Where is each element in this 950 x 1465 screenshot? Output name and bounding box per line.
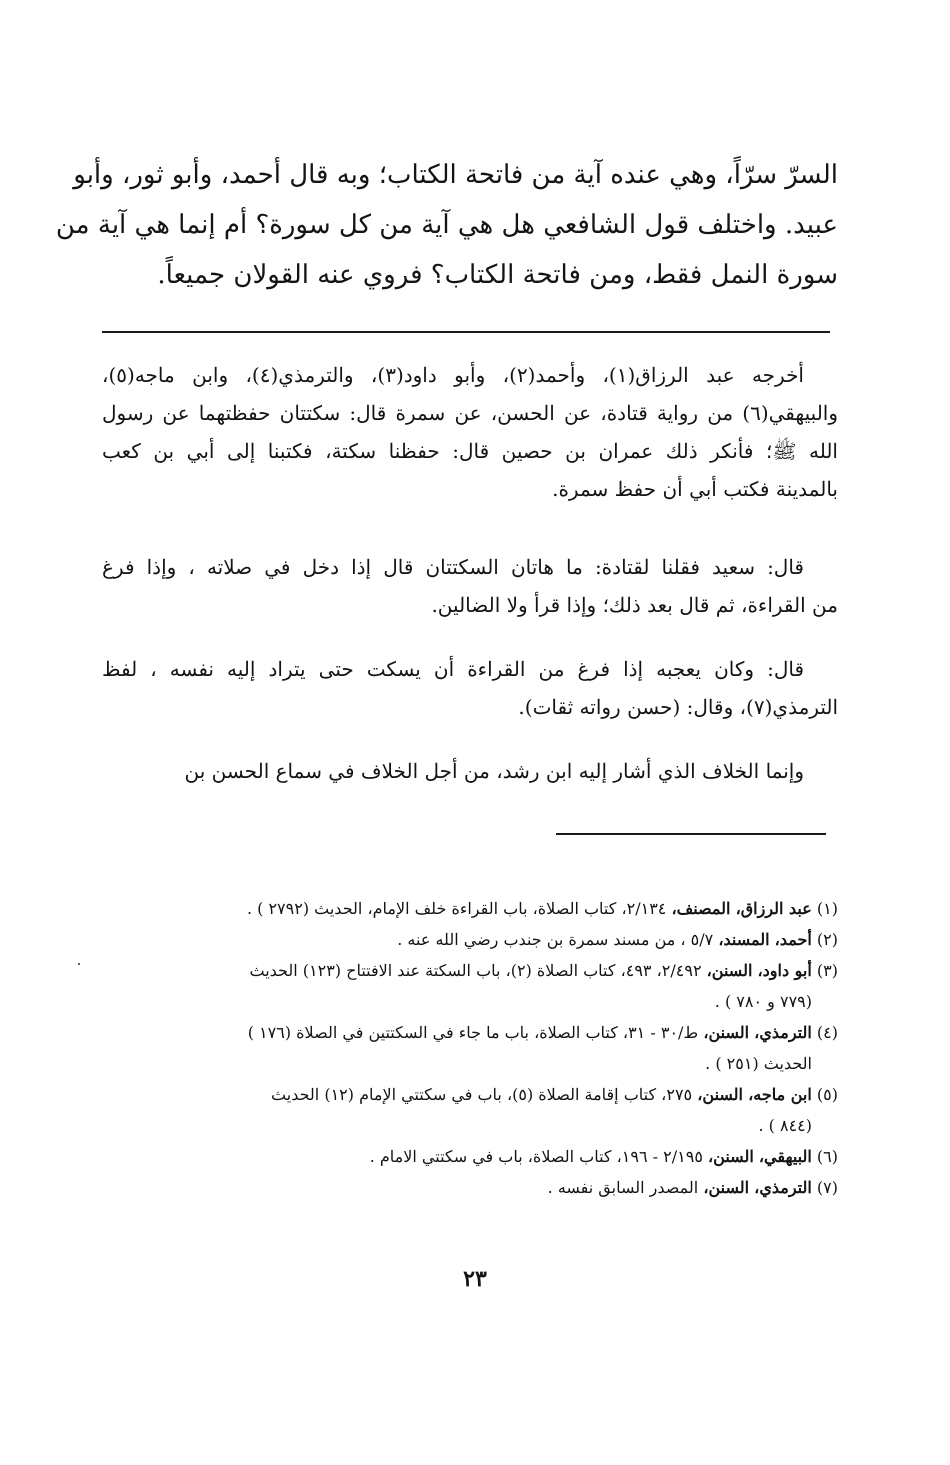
hadith-line: الله ﷺ؛ فأنكر ذلك عمران بن حصين قال: حفظنا سكتة، فكتبنا إلى أبي بن كعب — [102, 439, 838, 463]
footnote-author: الترمذي، — [754, 1023, 812, 1042]
footnote-line — [105, 955, 838, 986]
footnote-continuation: (٨٤٤ ) . — [758, 1116, 812, 1135]
footnote-author: البيهقي، — [758, 1147, 812, 1166]
hadith-line: بالمدينة فكتب أبي أن حفظ سمرة. — [552, 477, 838, 501]
footnote-number: (١) — [816, 899, 838, 918]
main-text-line: سورة النمل فقط، ومن فاتحة الكتاب؟ فروي عنه القولان جميعاً. — [157, 260, 838, 290]
footnote-book: السنن، — [706, 961, 753, 980]
footnote-line — [105, 1079, 838, 1110]
main-text-line: السرّ سرّاً، وهي عنده آية من فاتحة الكتاب؛ وبه قال أحمد، وأبو ثور، وأبو — [73, 160, 838, 190]
footnote-number: (٥) — [816, 1085, 838, 1104]
footnote-reference: ٢/٤٩٢، ٤٩٣، كتاب الصلاة (٢)، باب السكتة عند الافتتاح (١٢٣) الحديث — [249, 961, 702, 980]
footnote-line — [105, 1141, 838, 1172]
footnote-reference: ٢/١٣٤، كتاب الصلاة، باب القراءة خلف الإمام، الحديث (٢٧٩٢ ) . — [246, 899, 667, 918]
footnote-book: السنن، — [703, 1023, 750, 1042]
hadith-line: الترمذي(٧)، وقال: (حسن رواته ثقات). — [518, 695, 838, 719]
footnote-item — [105, 1141, 838, 1172]
footnote-author: الترمذي، — [754, 1178, 812, 1197]
footnote-continuation: (٧٧٩ و ٧٨٠ ) . — [714, 992, 812, 1011]
hadith-block-2 — [102, 548, 838, 624]
text-divider — [102, 331, 830, 333]
main-paragraph — [55, 150, 838, 300]
hadith-line: وإنما الخلاف الذي أشار إليه ابن رشد، من أجل الخلاف في سماع الحسن بن — [184, 759, 804, 783]
page-number: ٢٣ — [463, 1266, 487, 1292]
hadith-line: قال: سعيد فقلنا لقتادة: ما هاتان السكتتان قال إذا دخل في صلاته ، وإذا فرغ — [102, 555, 804, 579]
footnote-number: (٧) — [816, 1178, 838, 1197]
main-text-line: عبيد. واختلف قول الشافعي هل هي آية من كل سورة؟ أم إنما هي آية من — [55, 210, 838, 240]
footnote-book: السنن، — [708, 1147, 754, 1166]
footnote-reference: المصدر السابق نفسه . — [547, 1178, 699, 1197]
footnote-book: المصنف، — [671, 899, 731, 918]
footnote-book: السنن، — [697, 1085, 743, 1104]
footnote-reference: ٢/١٩٥ - ١٩٦، كتاب الصلاة، باب في سكتتي الامام . — [369, 1147, 703, 1166]
footnote-line — [105, 924, 838, 955]
footnote-number: (٦) — [816, 1147, 838, 1166]
footnote-book: السنن، — [703, 1178, 750, 1197]
hadith-block-4 — [102, 752, 838, 790]
footnote-author: أبو داود، — [757, 961, 812, 980]
hadith-line: أخرجه عبد الرزاق(١)، وأحمد(٢)، وأبو داود(٣)، والترمذي(٤)، وابن ماجه(٥)، — [102, 363, 804, 387]
footnote-author: عبد الرزاق، — [735, 899, 812, 918]
hadith-line: من القراءة، ثم قال بعد ذلك؛ وإذا قرأ ولا الضالين. — [431, 593, 838, 617]
footnote-continuation: الحديث (٢٥١ ) . — [705, 1054, 812, 1073]
margin-dot — [78, 963, 80, 965]
footnote-item — [105, 955, 838, 1017]
footnote-reference: ٥/٧ ، من مسند سمرة بن جندب رضي الله عنه . — [397, 930, 714, 949]
footnote-number: (٤) — [816, 1023, 838, 1042]
footnote-reference: ط/٣٠ - ٣١، كتاب الصلاة، باب ما جاء في السكتتين في الصلاة (١٧٦ ) — [247, 1023, 699, 1042]
footnote-divider — [556, 833, 826, 835]
footnote-author: أحمد، — [774, 930, 812, 949]
footnote-reference: ٢٧٥، كتاب إقامة الصلاة (٥)، باب في سكتتي الإمام (١٢) الحديث — [271, 1085, 693, 1104]
footnote-number: (٣) — [816, 961, 838, 980]
footnote-item — [105, 1172, 838, 1203]
footnote-item — [105, 1079, 838, 1141]
hadith-block-1 — [102, 356, 838, 508]
footnote-number: (٢) — [816, 930, 838, 949]
footnote-line — [105, 1172, 838, 1203]
footnote-item — [105, 924, 838, 955]
footnote-line — [105, 893, 838, 924]
hadith-line: والبيهقي(٦) من رواية قتادة، عن الحسن، عن سمرة قال: سكتتان حفظتهما عن رسول — [102, 401, 838, 425]
hadith-block-3 — [102, 650, 838, 726]
footnote-line — [105, 1017, 838, 1048]
hadith-line: قال: وكان يعجبه إذا فرغ من القراءة أن يسكت حتى يتراد إليه نفسه ، لفظ — [102, 657, 804, 681]
footnotes — [105, 893, 838, 1203]
footnote-book: المسند، — [718, 930, 770, 949]
footnote-item — [105, 893, 838, 924]
footnote-item — [105, 1017, 838, 1079]
footnote-author: ابن ماجه، — [748, 1085, 812, 1104]
